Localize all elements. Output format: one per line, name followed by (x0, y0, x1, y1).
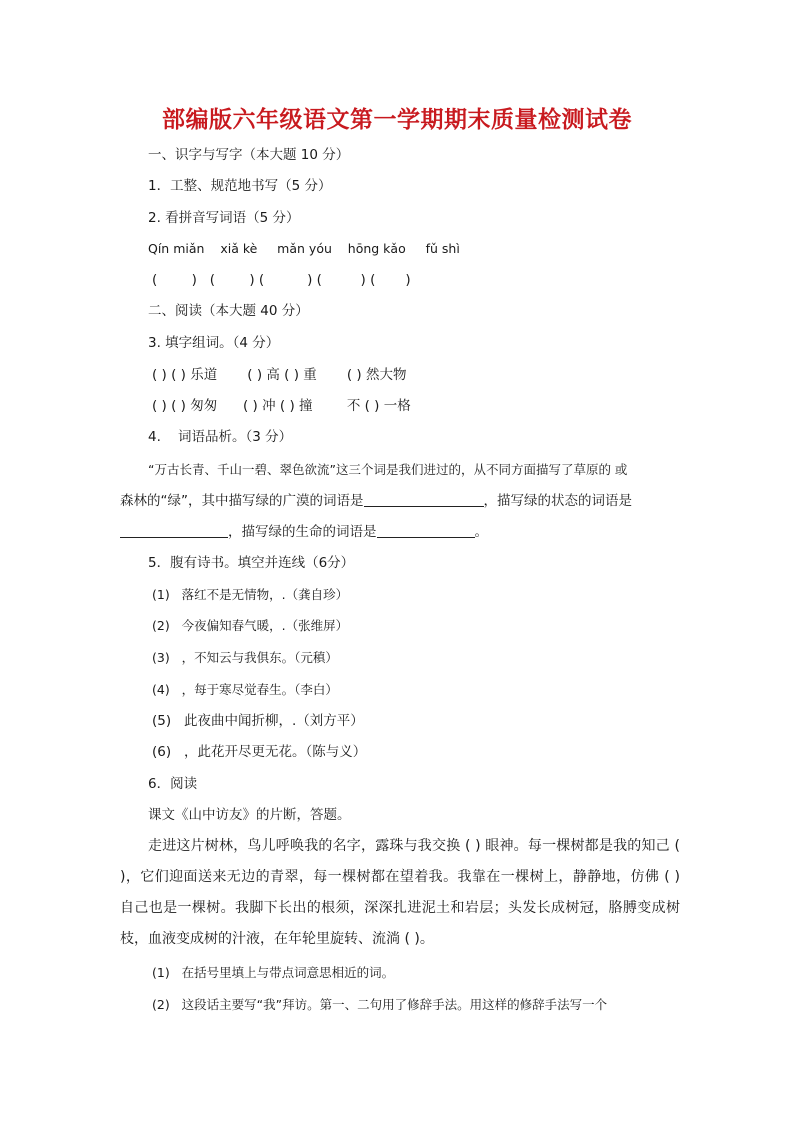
q6-passage: 走进这片树林，鸟儿呼唤我的名字，露珠与我交换 ( ) 眼神。每一棵树都是我的知己 ( )，它们迎面送来无边的青翠，每一棵树都在望着我。我靠在一棵树上，静静地，仿佛 ( ) 自己也是一棵树。我脚下长出的根须，深深扎进泥土和岩层；头发长成树冠，胳膊变成树枝，血液变成树的汁液，在年轮里旋转、流淌 ( )。 (120, 838, 680, 947)
question-6: 6．阅读 (148, 776, 198, 792)
question-2: 2. 看拼音写词语（5 分） (148, 210, 300, 226)
q4-text-part: ，描写绿的生命的词语是 (228, 524, 377, 540)
question-4: 4. 词语品析。（3 分） (148, 429, 293, 445)
poem-line: (5) 此夜曲中闻折柳，.（刘方平） (152, 713, 364, 729)
poem-line: (4) ，每于寒尽觉春生。（李白） (152, 682, 338, 697)
q6-intro: 课文《山中访友》的片断，答题。 (148, 807, 351, 823)
question-5: 5．腹有诗书。填空并连线（6分） (148, 555, 355, 571)
q6-subquestion-1: (1) 在括号里填上与带点词意思相近的词。 (152, 965, 395, 980)
answer-brackets-row: ( ) ( ) ( ) ( ) ( ) (152, 272, 411, 288)
poem-line: (6) ，此花开尽更无花。（陈与义） (152, 744, 367, 760)
section-1-heading: 一、识字与写字（本大题 10 分） (148, 147, 350, 163)
q4-text-line-2 (120, 492, 632, 510)
answer-blank[interactable] (377, 523, 475, 538)
q4-text-line-1: “万古长青、千山一碧、翠色欲流”这三个词是我们进过的，从不同方面描写了草原的 或 (148, 462, 628, 477)
pinyin-row: Qín miǎn xiǎ kè mǎn yóu hōng kǎo fǔ shì (148, 241, 460, 256)
q4-text-part: ，描写绿的状态的词语是 (483, 493, 632, 509)
q4-text-part: 。 (474, 524, 488, 540)
section-2-heading: 二、阅读（本大题 40 分） (148, 303, 309, 319)
poem-line: (3) ，不知云与我俱东。（元稹） (152, 650, 338, 665)
fill-word-row-1: ( ) ( ) 乐道 ( ) 高 ( ) 重 ( ) 然大物 (152, 367, 407, 383)
q4-text-line-3 (120, 523, 488, 541)
fill-word-row-2: ( ) ( ) 匆匆 ( ) 冲 ( ) 撞 不 ( ) 一格 (152, 398, 411, 414)
answer-blank[interactable] (120, 523, 228, 538)
answer-blank[interactable] (364, 492, 484, 507)
q6-subquestion-2: (2) 这段话主要写“我”拜访。第一、二句用了修辞手法。用这样的修辞手法写一个 (152, 997, 608, 1012)
question-3: 3. 填字组词。（4 分） (148, 335, 280, 351)
question-1: 1．工整、规范地书写（5 分） (148, 178, 332, 194)
poem-line: (1) 落红不是无情物，.（龚自珍） (152, 587, 349, 602)
page-title: 部编版六年级语文第一学期期末质量检测试卷 (162, 106, 632, 133)
poem-line: (2) 今夜偏知春气暖，.（张维屏） (152, 618, 349, 633)
q4-text-part: 森林的“绿”，其中描写绿的广漠的词语是 (120, 493, 364, 509)
